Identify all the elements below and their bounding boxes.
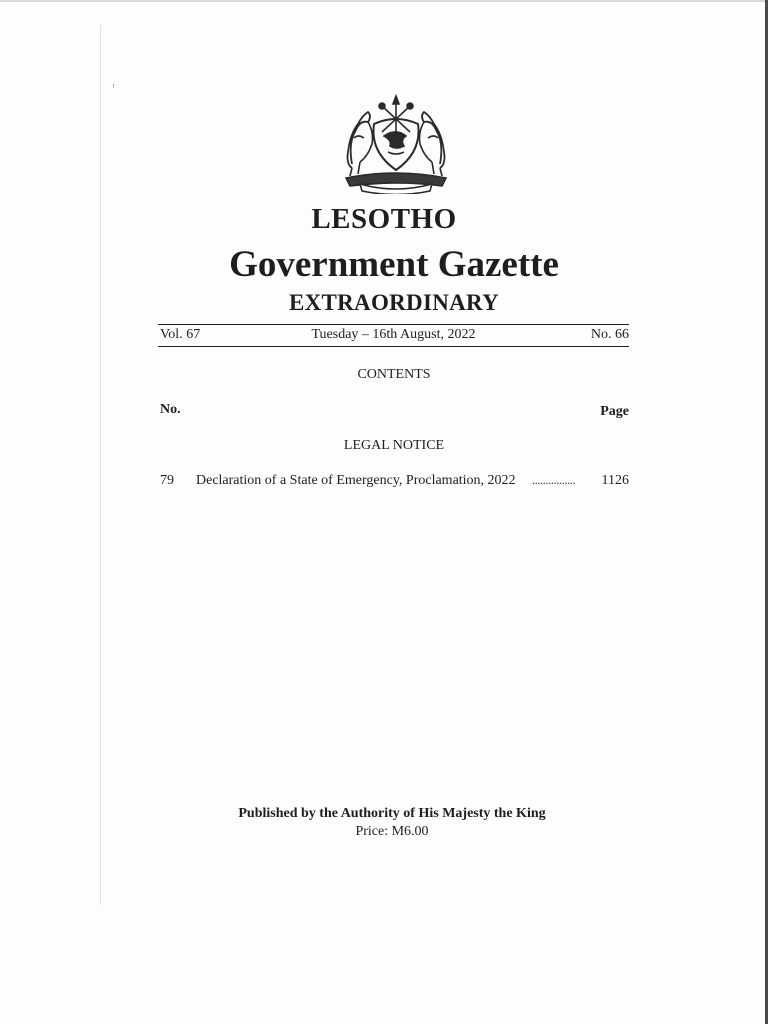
- issue-info-line: [158, 327, 629, 345]
- entry-leader-dots: ................: [532, 473, 576, 487]
- contents-column-number: No.: [160, 402, 181, 417]
- issue-rule-bottom: [158, 346, 629, 347]
- entry-page: 1126: [601, 473, 629, 488]
- entry-number: 79: [160, 473, 174, 488]
- price-line: Price: M6.00: [355, 824, 429, 839]
- gazette-edition: EXTRAORDINARY: [288, 290, 500, 315]
- scan-edge-top: [0, 0, 768, 2]
- issue-number: No. 66: [590, 327, 629, 342]
- gazette-title: Government Gazette: [229, 244, 559, 285]
- section-heading-legal-notice: LEGAL NOTICE: [343, 438, 445, 453]
- contents-column-page: Page: [600, 404, 629, 419]
- scan-speck: ꜝ: [112, 84, 115, 93]
- issue-date: Tuesday – 16th August, 2022: [311, 327, 476, 342]
- contents-entry[interactable]: [160, 473, 629, 491]
- issue-rule-top: [158, 324, 629, 325]
- scan-edge-left: [100, 25, 101, 905]
- entry-title: Declaration of a State of Emergency, Proclamation, 2022: [196, 473, 516, 488]
- issue-volume: Vol. 67: [160, 327, 201, 342]
- contents-heading: CONTENTS: [357, 367, 431, 382]
- gazette-country: LESOTHO: [311, 203, 457, 235]
- lesotho-coat-of-arms-icon: [338, 94, 454, 194]
- publisher-line: Published by the Authority of His Majesty the King: [238, 806, 546, 821]
